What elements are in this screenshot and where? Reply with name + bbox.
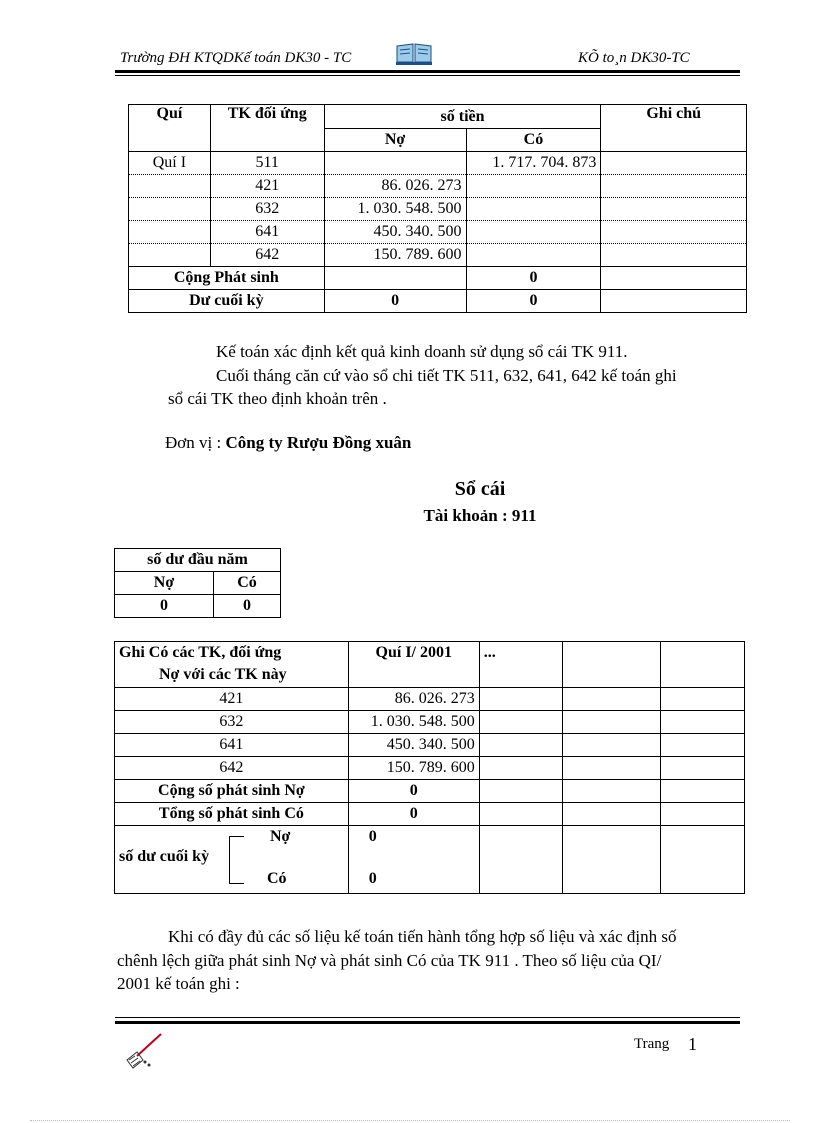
col-qui-header: Quí — [129, 105, 211, 152]
footer-trang-label: Trang — [634, 1036, 670, 1052]
account-subtitle: Tài khoản : 911 — [423, 506, 537, 525]
table-row: 632 1. 030. 548. 500 — [115, 711, 745, 734]
col-ghichu-header: Ghi chú — [601, 105, 747, 152]
opening-balance-header: số dư đầu năm — [115, 549, 281, 572]
table-row: 641 450. 340. 500 — [115, 734, 745, 757]
para2-line1: Khi có đầy đủ các số liệu kế toán tiến hành tổng hợp số liệu và xác định số — [168, 927, 677, 946]
ledger-table — [114, 641, 745, 894]
footer-rule-thin — [115, 1017, 740, 1018]
col-tk-header: TK đối ứng — [210, 105, 324, 152]
donvi-line — [165, 431, 411, 455]
para1-line3: sổ cái TK theo định khoản trên . — [168, 389, 387, 408]
table-row: 641 450. 340. 500 — [129, 221, 747, 244]
table-row: 642 150. 789. 600 — [115, 757, 745, 780]
period-header: Quí I/ 2001 — [348, 642, 479, 688]
du-cuoi-ky-row: Dư cuối kỳ 0 0 — [129, 290, 747, 313]
page-edge-dotline — [30, 1120, 790, 1121]
header-rule-thin — [115, 75, 740, 76]
du-cuoi-label: số dư cuối kỳ — [119, 848, 210, 865]
company-name: Công ty Rượu Đồng xuân — [225, 433, 412, 452]
du-no-label: Nợ — [270, 828, 291, 845]
quill-logo-icon — [123, 1030, 165, 1070]
header-left-text: Trường ĐH KTQDKế toán DK30 - TC — [120, 50, 352, 66]
para1-line2: Cuối tháng căn cứ vào sổ chi tiết TK 511, 632, 641, 642 kế toán ghi — [216, 366, 677, 385]
cong-phat-sinh-row: Cộng Phát sinh 0 — [129, 267, 747, 290]
table-row: 642 150. 789. 600 — [129, 244, 747, 267]
bracket — [229, 836, 244, 884]
ellipsis-header: ... — [479, 642, 562, 688]
du-cuoi-row: số dư cuối kỳ Nợ Có 0 0 — [115, 826, 745, 894]
col-sotien-header: số tiền — [324, 105, 601, 129]
du-co-label: Có — [267, 870, 287, 887]
header-rule — [115, 70, 740, 73]
col-no-header: Nợ — [324, 129, 466, 152]
table-row: 421 86. 026. 273 — [115, 688, 745, 711]
page-number: 1 — [688, 1034, 697, 1054]
page-title: Sổ cái — [454, 478, 506, 500]
donvi-label: Đơn vị : — [165, 433, 222, 452]
para2-line3: 2001 kế toán ghi : — [117, 974, 240, 993]
table-row: 421 86. 026. 273 — [129, 175, 747, 198]
cong-no-row: Cộng số phát sinh Nợ 0 — [115, 780, 745, 803]
ledger-header: Ghi Có các TK, đối ứng Nợ với các TK này — [115, 642, 349, 688]
book-icon — [395, 40, 433, 66]
tong-co-row: Tổng số phát sinh Có 0 — [115, 803, 745, 826]
header-right-text: KÕ to¸n DK30-TC — [578, 50, 690, 66]
summary-table — [128, 104, 747, 313]
col-co-header: Có — [466, 129, 601, 152]
para2-line2: chênh lệch giữa phát sinh Nợ và phát sinh Có của TK 911 . Theo số liệu của QI/ — [117, 951, 662, 970]
table-row: Quí I 511 1. 717. 704. 873 — [129, 152, 747, 175]
opening-balance-table: số dư đầu năm Nợ Có 0 0 — [114, 548, 281, 618]
table-row: 632 1. 030. 548. 500 — [129, 198, 747, 221]
para1-line1: Kế toán xác định kết quả kinh doanh sử dụng sổ cái TK 911. — [216, 342, 628, 361]
footer-rule — [115, 1021, 740, 1024]
